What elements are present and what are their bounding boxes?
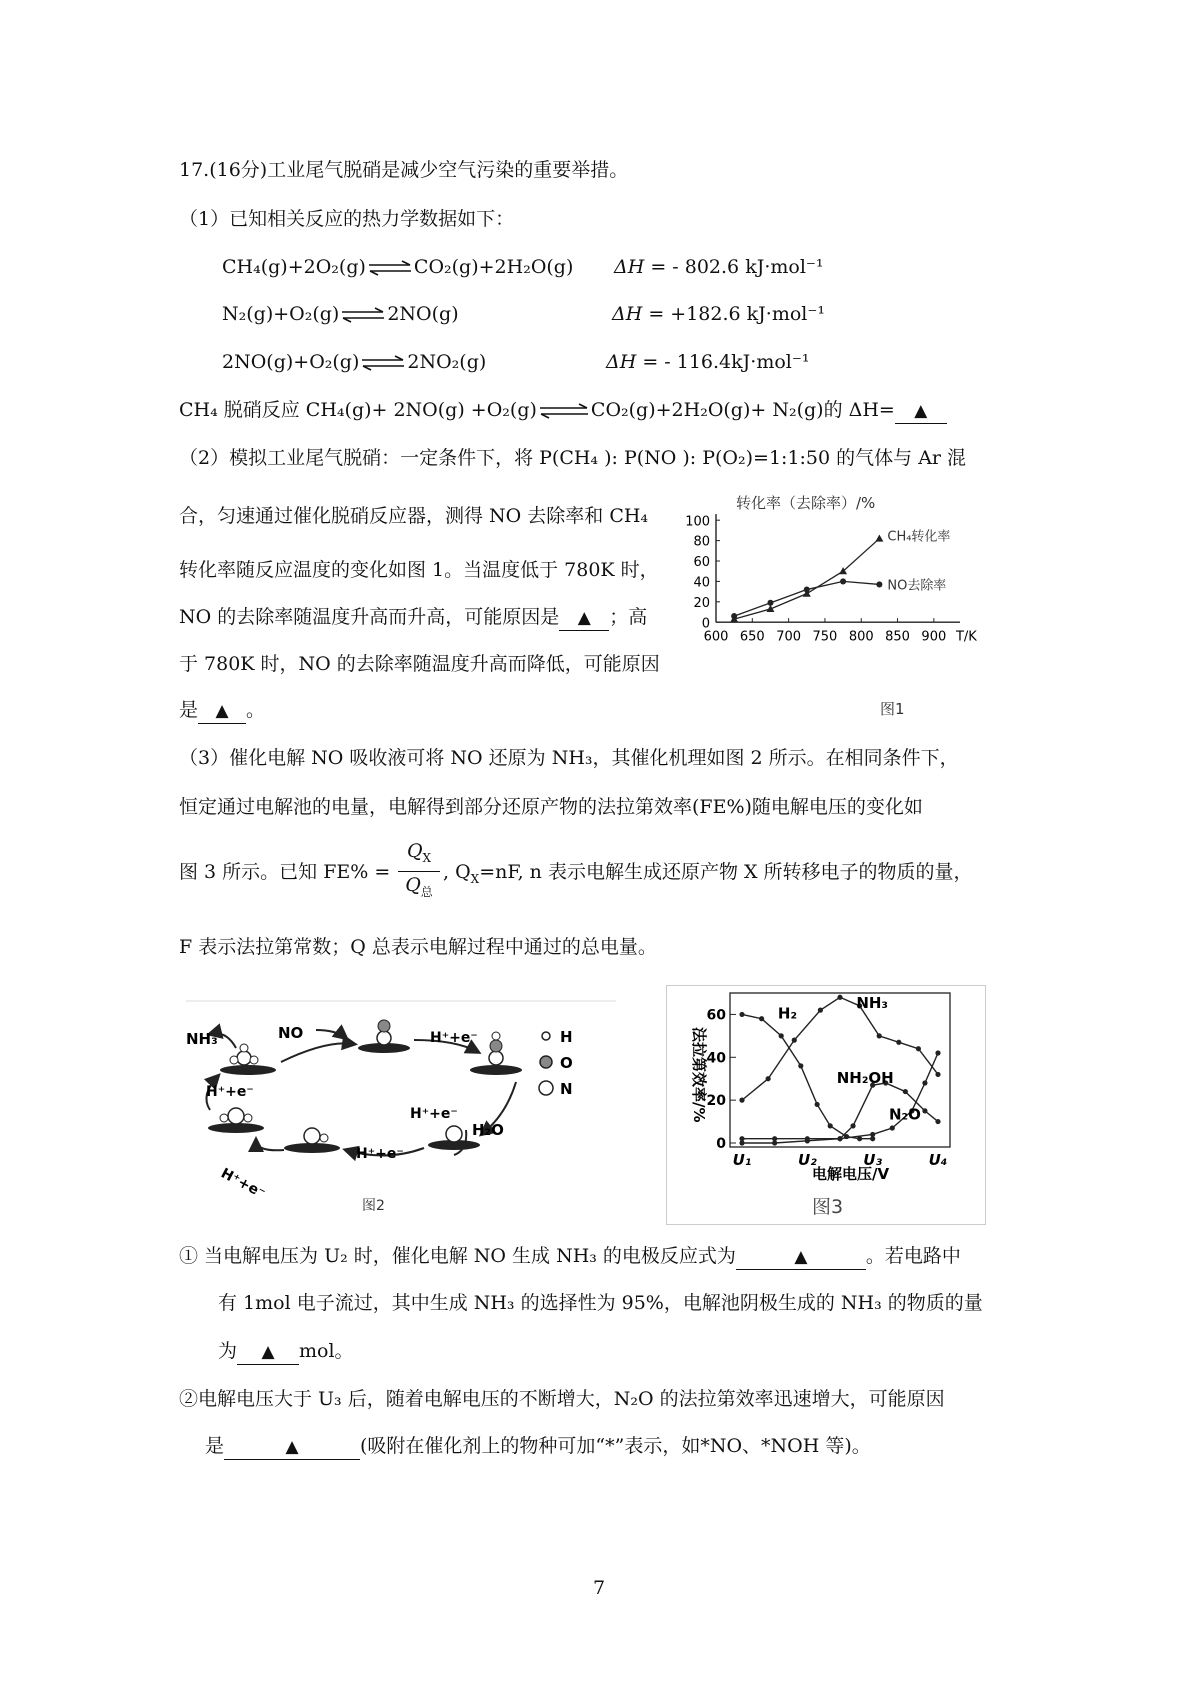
fig3-y-tick-label: 60 [706,1007,726,1024]
part3-line4: F 表示法拉第常数；Q 总表示电解过程中通过的总电量。 [179,936,657,958]
dh-value: = - 802.6 kJ·mol⁻¹ [644,256,824,278]
fig3-y-tick-label: 0 [716,1136,726,1152]
fig3-x-tick-label: U₃ [863,1151,883,1169]
part2-line5: 于 780K 时，NO 的去除率随温度升高而降低，可能原因 [179,653,660,675]
sub1-line2: 有 1mol 电子流过，其中生成 NH₃ 的选择性为 95%，电解池阴极生成的 NH₃ 的物质的量 [218,1292,983,1314]
dh-value: = - 116.4kJ·mol⁻¹ [636,351,810,373]
page-number: 7 [593,1577,606,1599]
reaction-3 [222,350,486,374]
fig1-x-unit: T/K [956,629,977,645]
fig3-point [935,1072,940,1077]
part2-line6b: 。 [246,699,266,721]
fig1-y-tick-label: 20 [693,595,710,611]
sub2-line2: 是 ▲ (吸附在催化剂上的物种可加“*”表示，如*NO、*NOH 等)。 [205,1434,871,1460]
fig3-point [818,1008,823,1013]
part2-line3: 转化率随反应温度的变化如图 1。当温度低于 780K 时， [179,559,659,581]
fig3-point [890,1125,895,1130]
reaction-3-rhs: 2NO₂(g) [407,351,487,373]
fig3-point [798,1063,803,1068]
question-header: 17.(16分)工业尾气脱硝是减少空气污染的重要举措。 [179,159,629,181]
fig2-label-he2: H⁺+e⁻ [410,1106,458,1122]
figure-1-chart [685,486,1046,726]
answer-blank: ▲ [224,1435,360,1460]
reaction-1 [222,255,573,279]
fig3-x-tick-label: U₁ [732,1151,752,1169]
reaction-2-rhs: 2NO(g) [387,303,459,325]
fig3-point [922,1080,927,1085]
legend-o-icon [540,1056,552,1068]
catalyst-site-5 [284,1128,340,1153]
answer-blank: ▲ [559,606,609,631]
fig1-x-tick-label: 600 [703,629,729,645]
figure-3-chart [666,985,986,1225]
reaction-2-lhs: N₂(g)+O₂(g) [222,303,340,325]
fig1-point [767,600,773,606]
fig1-y-tick-label: 0 [701,616,710,632]
answer-blank: ▲ [736,1245,866,1270]
part2-line4a: NO 的去除率随温度升高而升高，可能原因是 [179,606,560,628]
dh-symbol: ΔH [606,351,637,373]
dh-symbol: ΔH [612,303,643,325]
dh-symbol: ΔH [614,256,645,278]
fig2-label-h2o: H₂O [472,1121,504,1139]
fig1-x-tick-label: 900 [921,629,947,645]
fig3-x-tick-label: U₄ [928,1151,948,1169]
part3-line3a: 图 3 所示。已知 FE% = [179,861,391,883]
fig3-series-label: H₂ [777,1004,798,1023]
reaction-2 [222,302,459,326]
fig2-label-he1: H⁺+e⁻ [430,1030,478,1046]
reaction-3-dh [606,350,810,374]
fig2-label-he3: H⁺+e⁻ [356,1146,404,1162]
fig1-y-tick-label: 80 [693,534,710,550]
equilibrium-arrow-icon [539,404,589,418]
fig2-label-no: NO [278,1024,304,1042]
part2-line6 [179,698,265,724]
answer-blank: ▲ [895,399,947,424]
fig2-caption: 图2 [362,1198,385,1214]
fig3-point [759,1016,764,1021]
fraction-bar [398,871,440,872]
fig3-point [837,1136,842,1141]
legend-h-label: H [560,1028,573,1046]
part2-line2: 合，匀速通过催化脱硝反应器，测得 NO 去除率和 CH₄ [179,505,649,527]
fig3-series-label: N₂O [889,1105,921,1124]
fig1-y-tick-label: 100 [685,514,710,530]
fig3-point [779,1033,784,1038]
legend-n-label: N [560,1080,573,1098]
fig3-series-label: NH₂OH [836,1069,894,1087]
fig3-point [935,1050,940,1055]
fig3-point [739,1012,744,1017]
fig1-x-tick-label: 700 [776,629,802,645]
arrow-5 [256,1140,284,1150]
fig3-point [916,1046,921,1051]
equilibrium-arrow-icon [361,356,405,370]
target-suffix: CO₂(g)+2H₂O(g)+ N₂(g)的 ΔH= [590,399,895,421]
fig3-point [903,1089,908,1094]
fig3-ylabel: 法拉第效率/% [690,1027,708,1123]
reaction-1-dh [614,255,824,279]
legend-n-icon [539,1081,553,1095]
reaction-1-lhs: CH₄(g)+2O₂(g) [222,256,366,278]
target-prefix: CH₄ 脱硝反应 CH₄(g)+ 2NO(g) +O₂(g) [179,399,537,421]
part2-line4b: ；高 [609,606,648,628]
part2-line1: （2）模拟工业尾气脱硝：一定条件下，将 P(CH₄ ): P(NO ): P(O₂)=1:1:50 的气体与 Ar 混 [179,447,967,469]
equilibrium-arrow-icon [341,308,385,322]
fig3-point [739,1098,744,1103]
fig3-point [772,1140,777,1145]
fig1-legend-ch4: CH₄转化率 [887,529,951,545]
fig1-x-tick-label: 650 [739,629,765,645]
fig1-y-tick-label: 60 [693,554,710,571]
fig3-point [828,1123,833,1128]
fig3-y-tick-label: 40 [706,1050,726,1067]
fig3-point [815,1102,820,1107]
equilibrium-arrow-icon [368,261,412,275]
fig3-point [877,1033,882,1038]
arrow-no [316,1030,346,1038]
catalyst-site-2 [358,1020,410,1053]
fig1-x-tick-label: 800 [848,629,874,645]
fig1-point [804,587,810,593]
dh-value: = +182.6 kJ·mol⁻¹ [642,303,825,325]
part3-line1: （3）催化电解 NO 吸收液可将 NO 还原为 NH₃，其催化机理如图 2 所示。在相同条件下， [179,747,959,769]
fig3-point [792,1038,797,1043]
fig3-series-label: NH₃ [856,994,889,1012]
fig3-point [922,1108,927,1113]
fig1-legend-no: NO去除率 [887,578,947,594]
fig3-point [805,1138,810,1143]
part1-intro: （1）已知相关反应的热力学数据如下： [179,208,515,230]
fig1-point [731,613,737,619]
fig3-xlabel: 电解电压/V [812,1165,890,1183]
catalyst-site-1 [220,1044,276,1075]
fig3-point [870,1132,875,1137]
catalyst-site-6 [208,1108,264,1133]
sub1-line3: 为 ▲ mol。 [218,1339,354,1365]
fig3-x-tick-label: U₂ [797,1151,817,1169]
fig3-y-tick-label: 20 [706,1093,726,1110]
part3-line2: 恒定通过电解池的电量，电解得到部分还原产物的法拉第效率(FE%)随电解电压的变化如 [179,796,923,818]
part2-line4 [179,605,647,631]
fraction-denominator: $Q_总$ [405,873,433,899]
fig3-point [739,1140,744,1145]
fig1-point [840,578,846,584]
fraction-numerator: $Q_X$ [406,840,432,865]
fig1-x-tick-label: 850 [885,629,910,645]
target-reaction [179,398,947,424]
part3-line3b: , $Q_X=nF$, n 表示电解生成还原产物 X 所转移电子的物质的量， [443,861,973,886]
fig3-point [766,1076,771,1081]
answer-blank: ▲ [198,699,246,724]
reaction-1-rhs: CO₂(g)+2H₂O(g) [413,256,574,278]
fig1-point [876,581,882,587]
fe-fraction [398,840,440,903]
catalyst-site-3 [470,1032,522,1075]
part2-line6a: 是 [179,699,199,721]
fig1-x-tick-label: 750 [812,629,838,645]
answer-blank: ▲ [237,1340,299,1365]
arrow-1 [281,1043,354,1062]
fig2-label-nh3: NH₃ [186,1030,218,1048]
sub1-line1: ① 当电解电压为 U₂ 时，催化电解 NO 生成 NH₃ 的电极反应式为 ▲ 。若电路中 [179,1244,961,1270]
fig2-label-he4: H⁺+e⁻ [218,1165,268,1202]
fig1-caption: 图1 [880,700,905,718]
fig3-point [837,995,842,1000]
reaction-2-dh [612,302,825,326]
fig1-y-tick-label: 40 [693,575,710,591]
fig3-caption: 图3 [812,1196,844,1218]
fig3-point [935,1119,940,1124]
figure-2-mechanism [186,1000,616,1225]
legend-h-icon [542,1032,550,1040]
reaction-3-lhs: 2NO(g)+O₂(g) [222,351,360,373]
fig2-label-he5: H⁺+e⁻ [206,1084,254,1100]
legend-o-label: O [560,1054,573,1072]
sub2-line1: ②电解电压大于 U₃ 后，随着电解电压的不断增大，N₂O 的法拉第效率迅速增大，可能原因 [179,1388,945,1410]
fig3-point [850,1123,855,1128]
fig1-ylabel: 转化率（去除率）/% [736,494,876,512]
fig3-point [896,1040,901,1045]
